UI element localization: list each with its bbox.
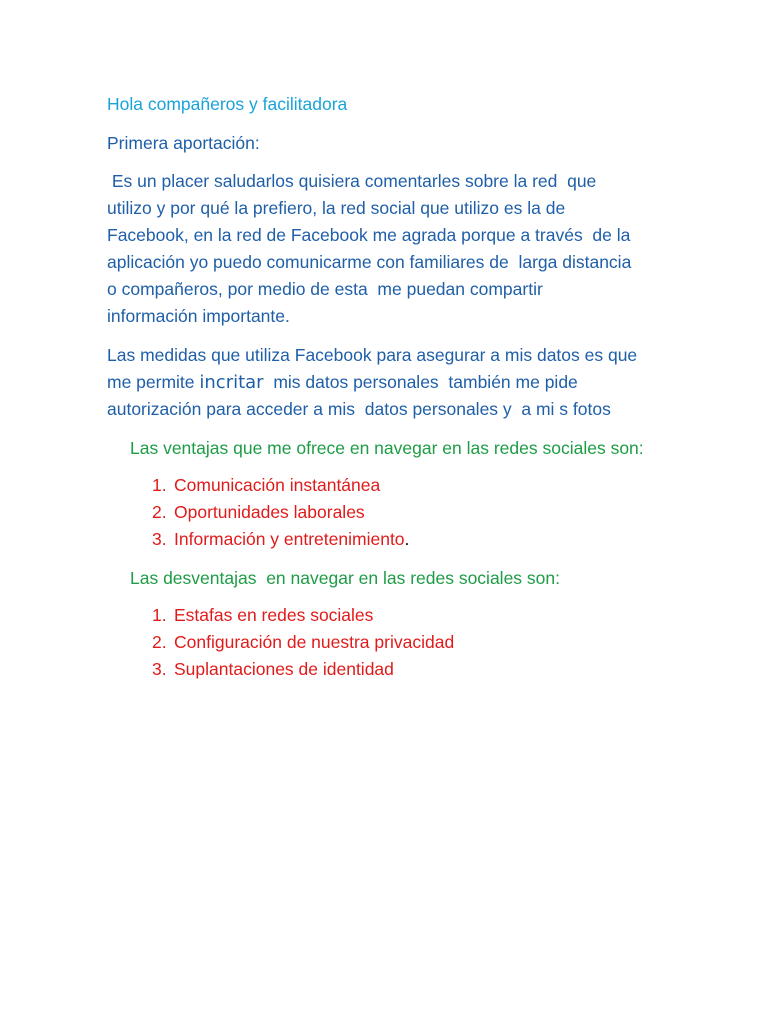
- list-number: 3.: [152, 659, 167, 679]
- list-item: [130, 629, 454, 656]
- list-item-text: Oportunidades laborales: [174, 502, 365, 522]
- emphasized-word: incritar: [199, 372, 264, 393]
- list-item: [130, 656, 454, 683]
- list-item-text: Comunicación instantánea: [174, 475, 381, 495]
- list-item: [130, 526, 409, 553]
- paragraph-line: Las medidas que utiliza Facebook para asegurar a mis datos es que: [107, 345, 638, 365]
- paragraph-line: información importante.: [107, 306, 290, 326]
- list-number: 2.: [152, 632, 167, 652]
- list-item: [130, 499, 409, 526]
- list-number: 1.: [152, 605, 167, 625]
- list-item-text: Información y entretenimiento: [174, 529, 405, 549]
- greeting-line: Hola compañeros y facilitadora: [107, 94, 348, 114]
- list-number: 2.: [152, 502, 167, 522]
- paragraph-security: [107, 342, 677, 423]
- list-item: [130, 602, 454, 629]
- paragraph-text: me permite: [107, 372, 200, 392]
- list-item-text: Suplantaciones de identidad: [174, 659, 394, 679]
- paragraph-line: utilizo y por qué la prefiero, la red social que utilizo es la de: [107, 198, 566, 218]
- list-item: [130, 472, 409, 499]
- advantages-intro: Las ventajas que me ofrece en navegar en las redes sociales son:: [130, 438, 644, 458]
- disadvantages-intro: Las desventajas en navegar en las redes sociales son:: [130, 568, 560, 588]
- paragraph-line: aplicación yo puedo comunicarme con familiares de larga distancia: [107, 252, 632, 272]
- paragraph-line: autorización para acceder a mis datos personales y a mi s fotos: [107, 399, 611, 419]
- paragraph-line: Facebook, en la red de Facebook me agrada porque a través de la: [107, 225, 631, 245]
- advantages-list: [130, 472, 409, 553]
- list-number: 3.: [152, 529, 167, 549]
- paragraph-text: mis datos personales también me pide: [263, 372, 578, 392]
- section-heading: Primera aportación:: [107, 133, 260, 153]
- trailing-period: .: [404, 529, 410, 549]
- disadvantages-list: [130, 602, 454, 683]
- list-item-text: Estafas en redes sociales: [174, 605, 374, 625]
- list-number: 1.: [152, 475, 167, 495]
- paragraph-line: Es un placer saludarlos quisiera comentarles sobre la red que: [107, 171, 597, 191]
- paragraph-line: [107, 369, 677, 396]
- paragraph-line: o compañeros, por medio de esta me puedan compartir: [107, 279, 543, 299]
- paragraph-intro: [107, 168, 677, 330]
- list-item-text: Configuración de nuestra privacidad: [174, 632, 455, 652]
